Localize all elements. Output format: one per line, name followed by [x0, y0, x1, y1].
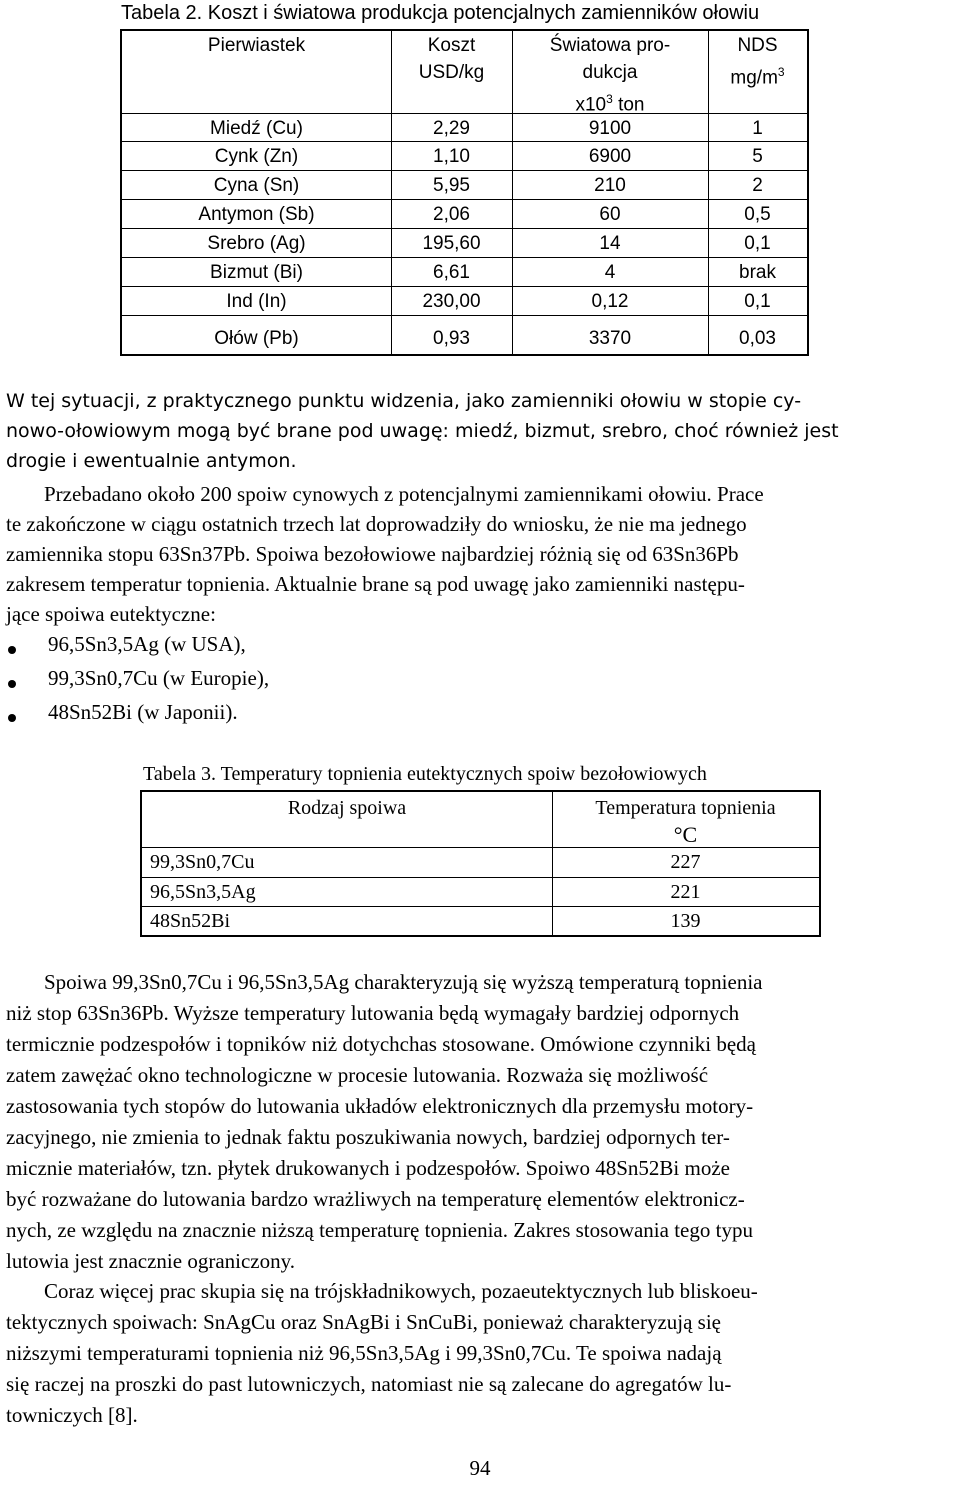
table2-caption: Tabela 2. Koszt i światowa produkcja potencjalnych zamienników ołowiu	[121, 2, 760, 24]
table-cell: Ind (In)	[226, 291, 287, 312]
table-cell: 2,06	[433, 204, 470, 225]
text-line: niższymi temperaturami topnienia niż 96,5Sn3,5Ag i 99,3Sn0,7Cu. Te spoiwa nadają	[6, 1341, 722, 1365]
table-cell: 1	[752, 118, 763, 139]
table-cell: 96,5Sn3,5Ag	[150, 881, 256, 903]
text-line: nowo-ołowiowym mogą być brane pod uwagę: miedź, bizmut, srebro, choć również jest	[6, 420, 839, 442]
text-line: lutowia jest znacznie ograniczony.	[6, 1249, 296, 1273]
text-line: Coraz więcej prac skupia się na trójskładnikowych, pozaeutektycznych lub bliskoeu-	[44, 1279, 758, 1303]
list-item: 48Sn52Bi (w Japonii).	[48, 700, 238, 724]
table-cell: Antymon (Sb)	[198, 204, 315, 225]
header-nds: NDS	[737, 35, 778, 56]
table-cell: 5,95	[433, 175, 470, 196]
table-cell: 14	[599, 233, 621, 254]
list-item: 96,5Sn3,5Ag (w USA),	[48, 632, 246, 656]
table-cell: 210	[594, 175, 626, 196]
text-line: być rozważane do lutowania bardzo wrażliwych na temperaturę elementów elektronicz-	[6, 1187, 745, 1211]
table-cell: 6900	[588, 146, 632, 167]
table-cell: 221	[670, 881, 701, 903]
table-cell: 2,29	[433, 118, 470, 139]
table-cell: 99,3Sn0,7Cu	[150, 851, 255, 873]
table-cell: 4	[604, 262, 616, 283]
text-line: zacyjnego, nie zmienia to jednak faktu poszukiwania nowych, bardziej odpornych ter-	[6, 1125, 730, 1149]
text-line: tektycznych spoiwach: SnAgCu oraz SnAgBi i SnCuBi, ponieważ charakteryzują się	[6, 1310, 722, 1334]
text-line: niż stop 63Sn36Pb. Wyższe temperatury lutowania będą wymagały bardziej odpornych	[6, 1001, 740, 1025]
table-cell: Miedź (Cu)	[210, 118, 303, 139]
table2	[120, 29, 809, 356]
text-line: zastosowania tych stopów do lutowania układów elektronicznych dla przemysłu motory-	[6, 1094, 754, 1118]
text-line: się raczej na proszki do past lutowniczych, natomiast nie są zalecane do agregatów lu-	[6, 1372, 732, 1396]
bullet-icon	[8, 646, 16, 654]
text-line: drogie i ewentualnie antymon.	[6, 450, 297, 472]
header-cost-unit: USD/kg	[418, 62, 485, 83]
table-cell: 0,1	[744, 291, 771, 312]
header-production: Światowa pro-	[549, 35, 671, 56]
text-line: towniczych [8].	[6, 1403, 138, 1427]
text-line: jące spoiwa eutektyczne:	[6, 602, 216, 626]
table-cell: Cyna (Sn)	[213, 175, 300, 196]
table-cell: 1,10	[433, 146, 470, 167]
paragraph-3	[6, 970, 954, 1280]
text-line: zamiennika stopu 63Sn37Pb. Spoiwa bezołowiowe najbardziej różnią się od 63Sn36Pb	[6, 542, 739, 566]
table-cell: 9100	[588, 118, 632, 139]
text-line: Przebadano około 200 spoiw cynowych z potencjalnymi zamiennikami ołowiu. Prace	[44, 482, 764, 506]
table-cell: 0,93	[433, 328, 470, 349]
paragraph-4	[6, 1279, 954, 1429]
table-cell: 60	[599, 204, 621, 225]
bullet-list	[0, 632, 960, 732]
header-nds-unit: $mg/m^3$	[730, 65, 785, 89]
table-cell: Bizmut (Bi)	[210, 262, 303, 283]
bullet-icon	[8, 714, 16, 722]
table-cell: 227	[670, 851, 701, 873]
text-line: zakresem temperatur topnienia. Aktualnie brane są pod uwagę jako zamienniki następu-	[6, 572, 745, 596]
table3-caption: Tabela 3. Temperatury topnienia eutektycznych spoiw bezołowiowych	[143, 763, 707, 785]
table-cell: 6,61	[433, 262, 470, 283]
table-cell: 5	[752, 146, 763, 167]
header-solder-type: Rodzaj spoiwa	[287, 797, 407, 819]
text-line: Spoiwa 99,3Sn0,7Cu i 96,5Sn3,5Ag charakteryzują się wyższą temperaturą topnienia	[44, 970, 763, 994]
table-cell: Ołów (Pb)	[214, 328, 299, 349]
text-line: termicznie podzespołów i topników niż dotychchas stosowane. Omówione czynniki będą	[6, 1032, 756, 1056]
text-line: zatem zawężać okno technologiczne w procesie lutowania. Rozważa się możliwość	[6, 1063, 709, 1087]
paragraph-1	[6, 390, 954, 480]
table-cell: 195,60	[422, 233, 481, 254]
table-cell: Srebro (Ag)	[207, 233, 306, 254]
header-element: Pierwiastek	[207, 35, 306, 56]
text-line: nych, ze względu na znacznie niższą temperaturę topnienia. Zakres stosowania tego typu	[6, 1218, 753, 1242]
table-cell: 230,00	[422, 291, 481, 312]
table-cell: Cynk (Zn)	[214, 146, 299, 167]
table-cell: brak	[739, 262, 776, 283]
header-production-2: dukcja	[582, 62, 638, 83]
header-cost: Koszt	[427, 35, 476, 56]
table-cell: 0,12	[591, 291, 629, 312]
table3	[140, 790, 821, 937]
page-number: 94	[469, 1456, 491, 1480]
bullet-icon	[8, 680, 16, 688]
table-cell: 0,1	[744, 233, 771, 254]
text-line: te zakończone w ciągu ostatnich trzech lat doprowadziły do wniosku, że nie ma jednego	[6, 512, 747, 536]
header-melting-temp: Temperatura topnienia	[595, 797, 776, 819]
table-cell: 0,5	[744, 204, 771, 225]
table-cell: 48Sn52Bi	[150, 910, 231, 932]
paragraph-2	[6, 482, 954, 632]
table-cell: 2	[752, 175, 763, 196]
list-item: 99,3Sn0,7Cu (w Europie),	[48, 666, 270, 690]
table-cell: 0,03	[739, 328, 776, 349]
text-line: micznie materiałów, tzn. płytek drukowanych i podzespołów. Spoiwo 48Sn52Bi może	[6, 1156, 730, 1180]
header-melting-temp-unit: °C	[673, 822, 698, 847]
text-line: W tej sytuacji, z praktycznego punktu widzenia, jako zamienniki ołowiu w stopie cy-	[6, 390, 802, 412]
header-production-unit: $x10^3$ ton	[575, 92, 645, 116]
table-cell: 3370	[588, 328, 632, 349]
table-cell: 139	[670, 910, 701, 932]
